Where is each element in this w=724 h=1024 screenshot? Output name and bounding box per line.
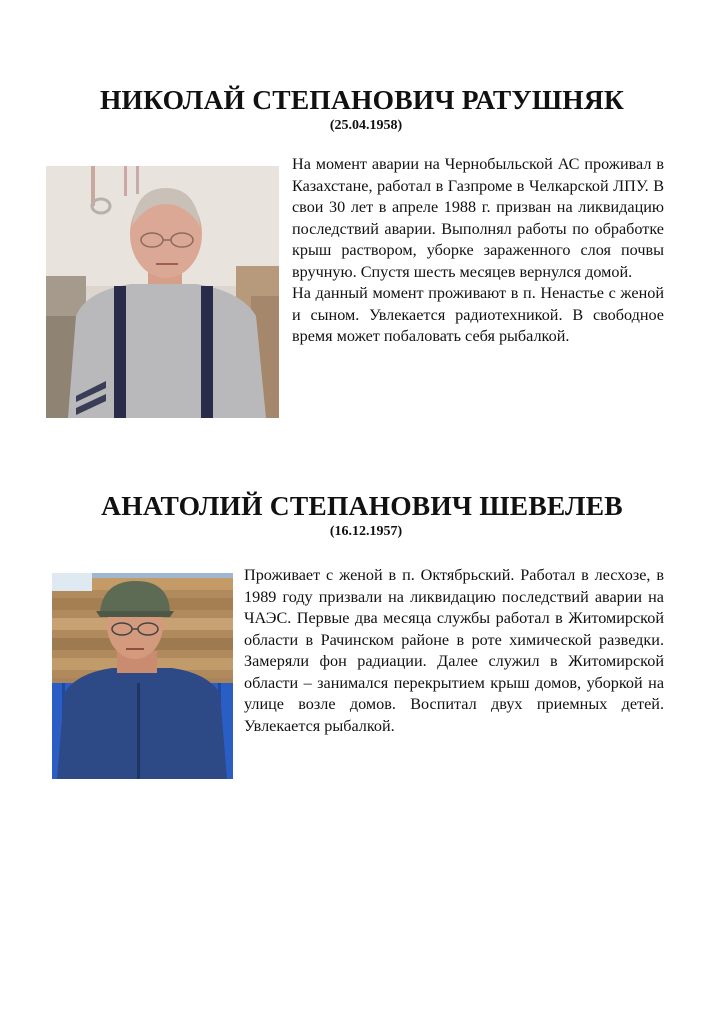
person-birth-date: (25.04.1958) [329,118,403,133]
person-card-shevelev [0,490,724,735]
person-biography [244,565,664,737]
biography-paragraph: На данный момент проживают в п. Ненастье с женой и сыном. Увлекается радиотехникой. В свободное время может побаловать себя рыбалкой. [292,284,664,345]
biography-paragraph: На момент аварии на Чернобыльской АС проживал в Казахстане, работал в Газпроме в Челкарской ЛПУ. В свои 30 лет в апреле 1988 г. призван на ликвидацию последствий аварии. Выполнял работы по обработке крыш раствором, уборке зараженного слоя почвы вручную. Спустя шесть месяцев вернулся домой. [292,155,664,281]
person-photo [52,573,233,779]
person-name: АНАТОЛИЙ СТЕПАНОВИЧ ШЕВЕЛЕВ [101,490,623,521]
person-name: НИКОЛАЙ СТЕПАНОВИЧ РАТУШНЯК [99,84,625,115]
person-card-ratushnyak [0,84,724,345]
person-biography [292,154,664,348]
person-photo [46,166,279,418]
person-birth-date: (16.12.1957) [329,524,403,539]
biography-paragraph: Проживает с женой в п. Октябрьский. Работал в лесхозе, в 1989 году призвали на ликвидацию последствий аварии на ЧАЭС. Первые два месяца службы работал в Житомирской области в Рачинском районе в роте химической разведки. Замеряли фон радиации. Далее служил в Житомирской области – занимался перекрытием крыш домов, уборкой на улице возле домов. Воспитал двух приемных детей. Увлекается рыбалкой. [244,566,664,735]
